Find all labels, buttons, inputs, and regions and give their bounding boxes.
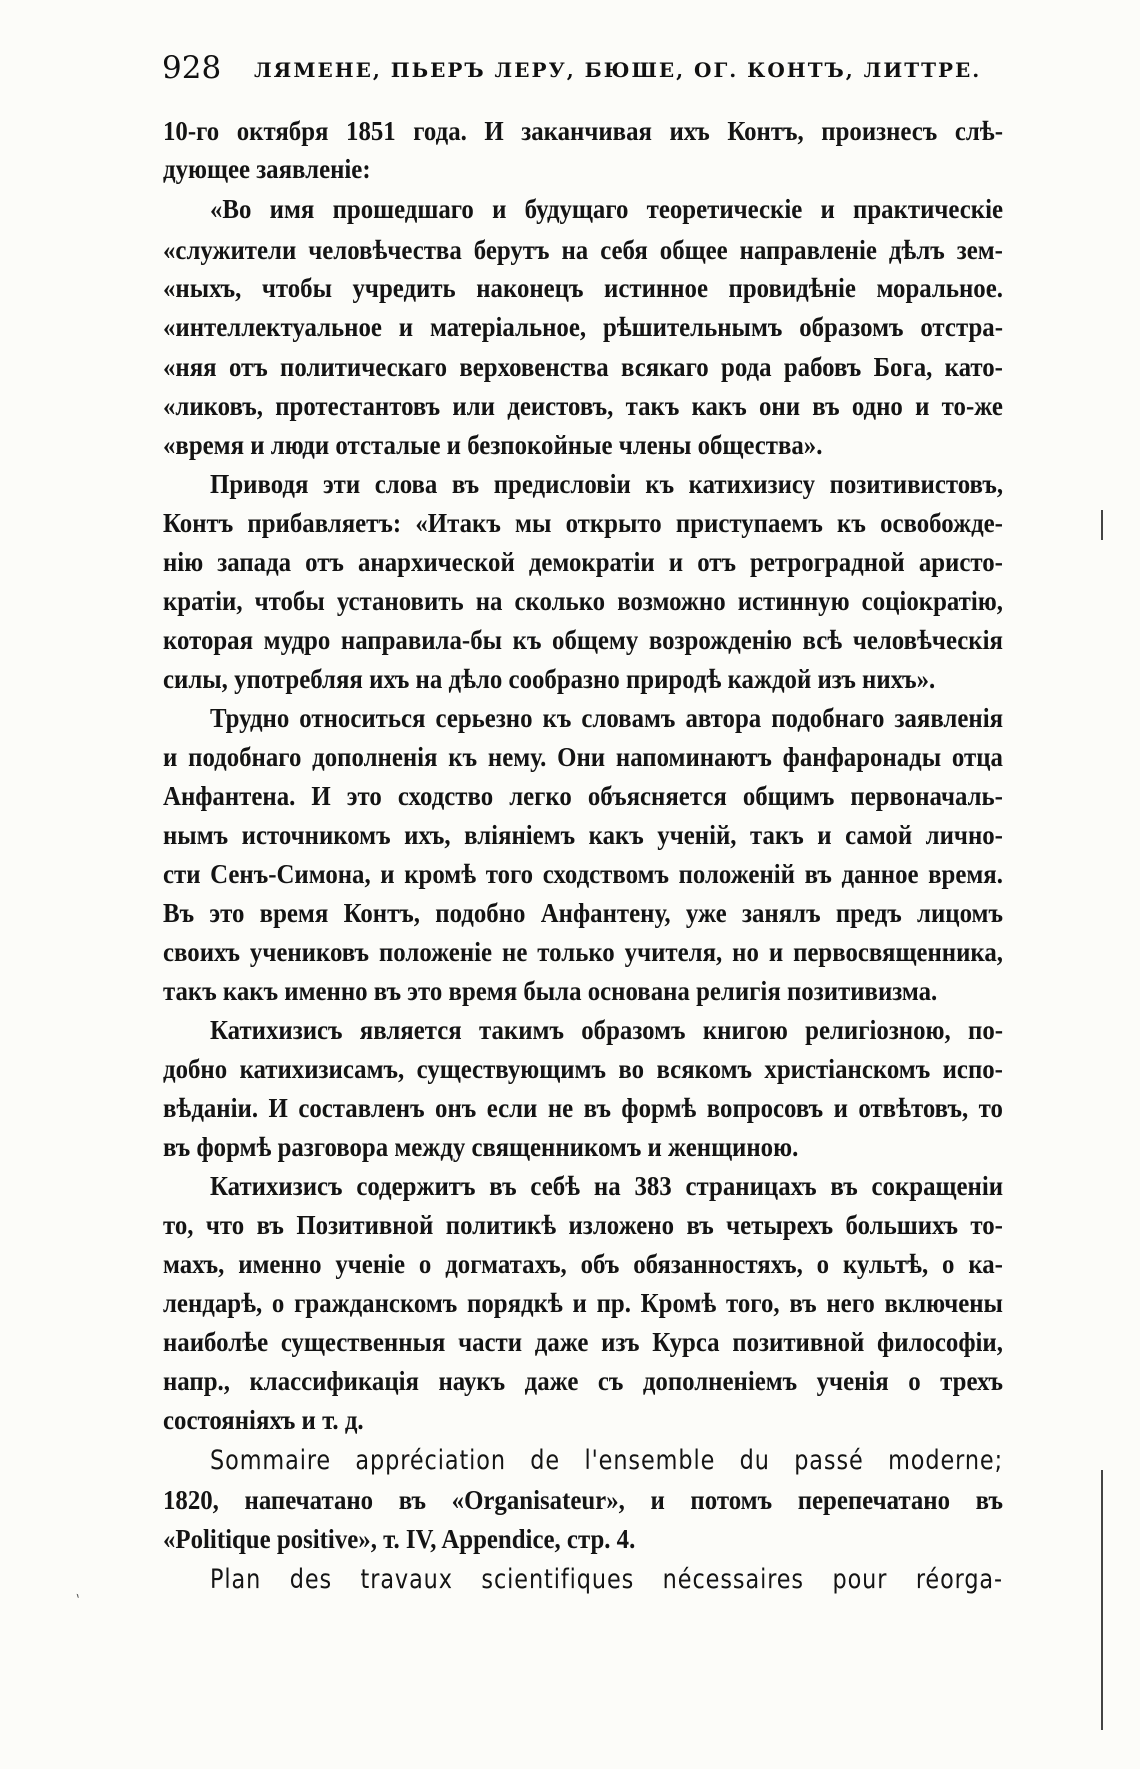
text-line: дующее заявленіе:: [163, 154, 371, 184]
text-line: 1820, напечатано въ «Organisateur», и потомъ перепечатано въ: [163, 1485, 1003, 1515]
text-line: нымъ источникомъ ихъ, вліяніемъ какъ ученій, такъ и самой лично-: [163, 820, 1003, 850]
text-line: Катихизисъ содержитъ въ себѣ на 383 страницахъ въ сокращеніи: [210, 1171, 1004, 1201]
text-line: «ликовъ, протестантовъ или деистовъ, такъ какъ они въ одно и то-же: [163, 391, 1003, 421]
text-line: Въ это время Контъ, подобно Анфантену, уже занялъ предъ лицомъ: [163, 898, 1003, 928]
text-line: «Во имя прошедшаго и будущаго теоретическіе и практическіе: [210, 194, 1004, 224]
text-line: «Politique positive», т. IV, Appendice, стр. 4.: [163, 1524, 636, 1554]
text-line: Трудно относиться серьезно къ словамъ автора подобнаго заявленія: [210, 703, 1004, 733]
text-line: Приводя эти слова въ предисловіи къ катихизису позитивистовъ,: [210, 469, 1004, 499]
text-line: «время и люди отсталые и безпокойные члены общества».: [163, 430, 823, 460]
scan-speck: `: [68, 1591, 84, 1612]
running-title: ЛЯМЕНЕ, ПЬЕРЪ ЛЕРУ, БЮШЕ, ОГ. КОНТЪ, ЛИТТРЕ.: [254, 58, 982, 82]
text-line: «служители человѣчества берутъ на себя общее направленіе дѣлъ зем-: [163, 235, 1003, 265]
text-line: 10-го октября 1851 года. И заканчивая ихъ Контъ, произнесъ слѣ-: [163, 116, 1003, 146]
text-line: то, что въ Позитивной политикѣ изложено въ четырехъ большихъ то-: [163, 1210, 1003, 1240]
text-line: «интеллектуальное и матеріальное, рѣшительнымъ образомъ отстра-: [163, 312, 1003, 342]
text-line: «няя отъ политическаго верховенства всякаго рода рабовъ Бога, като-: [163, 352, 1003, 382]
text-line: наиболѣе существенныя части даже изъ Курса позитивной философіи,: [163, 1327, 1003, 1357]
page-number: 928: [162, 50, 222, 86]
margin-mark: [1101, 1470, 1103, 1730]
text-line: махъ, именно ученіе о догматахъ, объ обязанностяхъ, о культѣ, о ка-: [163, 1249, 1003, 1279]
text-line: напр., классификація наукъ даже съ дополненіемъ ученія о трехъ: [163, 1366, 1003, 1396]
text-line: «ныхъ, чтобы учредить наконецъ истинное провидѣніе моральное.: [163, 273, 1003, 303]
text-line: сти Сенъ-Симона, и кромѣ того сходствомъ положеній въ данное время.: [163, 859, 1003, 889]
text-line: добно катихизисамъ, существующимъ во всякомъ христіанскомъ испо-: [163, 1054, 1003, 1084]
text-line: кратіи, чтобы установить на сколько возможно истинную соціократію,: [163, 586, 1003, 616]
text-line: вѣданіи. И составленъ онъ если не въ формѣ вопросовъ и отвѣтовъ, то: [163, 1093, 1003, 1123]
text-line: которая мудро направила-бы къ общему возрожденію всѣ человѣческія: [163, 625, 1003, 655]
text-line: своихъ учениковъ положеніе не только учителя, но и первосвященника,: [163, 937, 1003, 967]
text-line: Катихизисъ является такимъ образомъ книгою религіозною, по-: [210, 1015, 1004, 1045]
text-line: Контъ прибавляетъ: «Итакъ мы открыто приступаемъ къ освобожде-: [163, 508, 1003, 538]
margin-mark: [1101, 510, 1103, 540]
text-line: такъ какъ именно въ это время была основана религія позитивизма.: [163, 976, 938, 1006]
text-line: лендарѣ, о гражданскомъ порядкѣ и пр. Кромѣ того, въ него включены: [163, 1288, 1003, 1318]
text-line: Plan des travaux scientifiques nécessaires pour réorga-: [210, 1564, 1004, 1595]
text-line: въ формѣ разговора между священникомъ и женщиною.: [163, 1132, 799, 1162]
text-line: состояніяхъ и т. д.: [163, 1405, 364, 1435]
text-line: и подобнаго дополненія къ нему. Они напоминаютъ фанфаронады отца: [163, 742, 1003, 772]
text-line: нію запада отъ анархической демократіи и отъ ретроградной аристо-: [163, 547, 1003, 577]
text-line: Анфантена. И это сходство легко объясняется общимъ первоначаль-: [163, 781, 1003, 811]
text-line: Sommaire appréciation de l'ensemble du passé moderne;: [210, 1445, 1004, 1476]
text-line: силы, употребляя ихъ на дѣло сообразно природѣ каждой изъ нихъ».: [163, 664, 936, 694]
page-header: [162, 44, 982, 94]
